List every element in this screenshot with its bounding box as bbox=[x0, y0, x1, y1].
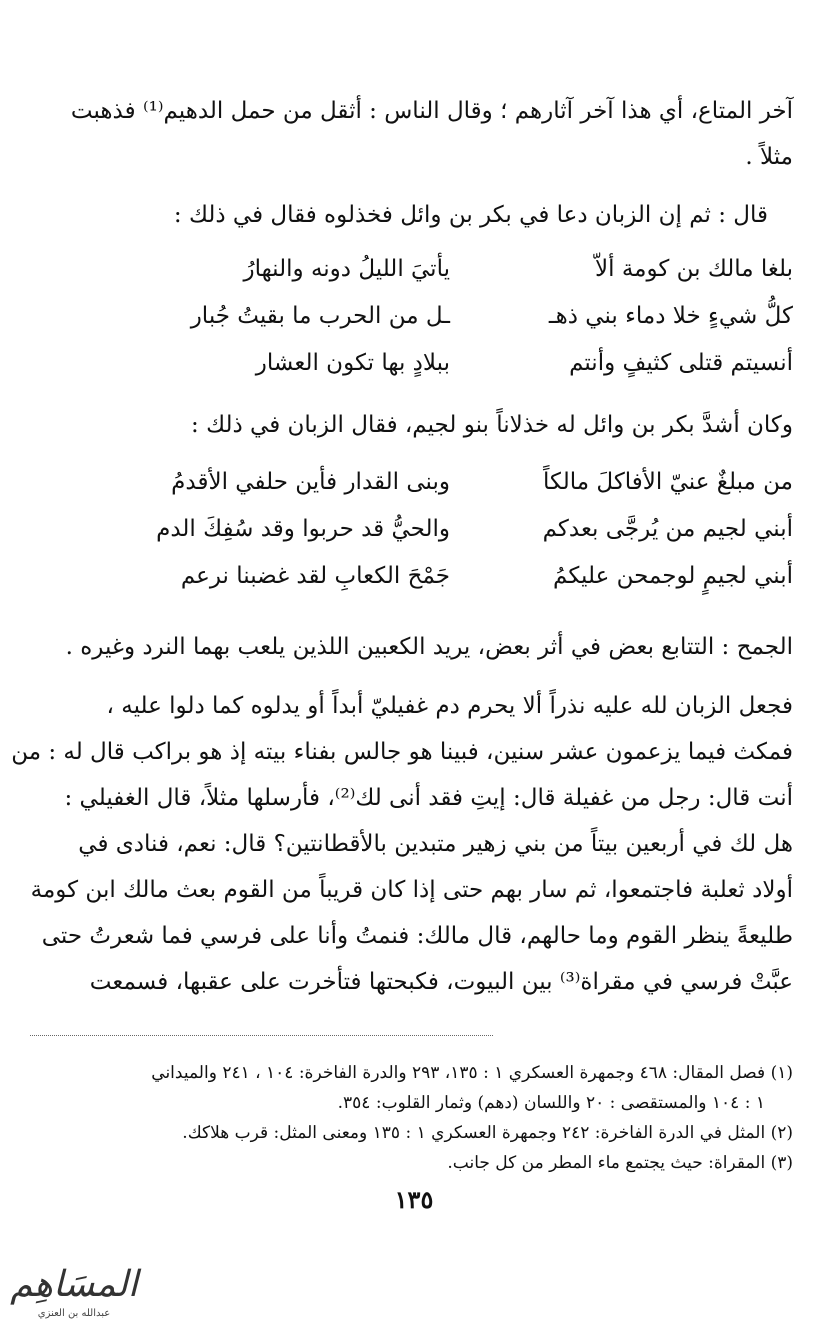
narrative-paragraph bbox=[11, 683, 793, 1005]
text-line: أنت قال: رجل من غفيلة قال: إيتِ فقد أنى لك⁽²⁾، فأرسلها مثلاً، قال الغفيلي : bbox=[64, 785, 793, 811]
verse-line bbox=[110, 505, 793, 552]
poem1-intro bbox=[118, 192, 768, 238]
page-number: ١٣٥ bbox=[394, 1185, 434, 1214]
stamp-caption: عبدالله بن العنزي bbox=[37, 1308, 111, 1319]
verse-first-hemistich: أبني لجيم من يُرجَّى بعدكم bbox=[542, 515, 793, 542]
verse-line bbox=[110, 245, 793, 292]
text-line: وكان أشدَّ بكر بن وائل له خذلاناً بنو لجيم، فقال الزبان في ذلك : bbox=[191, 412, 793, 438]
verse-first-hemistich: كلُّ شيءٍ خلا دماء بني ذهـ bbox=[548, 302, 793, 329]
text-line: آخر المتاع، أي هذا آخر آثارهم ؛ وقال الناس : أثقل من حمل الدهيم⁽¹⁾ فذهبت bbox=[70, 98, 793, 124]
verse-first-hemistich: من مبلغٌ عنيّ الأفاكلَ مالكاً bbox=[543, 468, 793, 495]
poem2-intro bbox=[118, 402, 793, 448]
text-line: فجعل الزبان لله عليه نذراً ألا يحرم دم غفيليّ أبداً أو يدلوه كما دلوا عليه ، bbox=[106, 693, 793, 719]
verse-second-hemistich: وبنى القدار فأين حلفي الأقدمُ bbox=[171, 468, 450, 495]
text-line: قال : ثم إن الزبان دعا في بكر بن وائل فخذلوه فقال في ذلك : bbox=[173, 202, 768, 228]
stamp-calligraphy: المسَاهِم bbox=[10, 1264, 138, 1305]
verse-second-hemistich: يأتيَ الليلُ دونه والنهارُ bbox=[243, 255, 450, 282]
verse-second-hemistich: ـل من الحرب ما بقيتُ جُبار bbox=[190, 302, 450, 329]
opening-paragraph bbox=[70, 88, 793, 180]
verse-first-hemistich: بلغا مالك بن كومة ألاّ bbox=[595, 255, 793, 282]
text-line: مثلاً . bbox=[745, 144, 793, 170]
text-line: الجمح : التتابع بعض في أثر بعض، يريد الكعبين اللذين يلعب بهما النرد وغيره . bbox=[65, 634, 793, 660]
footnote-line: (١) فصل المقال: ٤٦٨ وجمهرة العسكري ١ : ١٣٥، ٢٩٣ والدرة الفاخرة: ١٠٤ ، ٢٤١ والميداني bbox=[151, 1063, 793, 1083]
text-line: طليعةً ينظر القوم وما حالهم، قال مالك: فنمتُ وأنا على فرسي فما شعرتُ حتى bbox=[41, 923, 793, 949]
verse-first-hemistich: أبني لجيمٍ لوجمحن عليكمُ bbox=[553, 562, 793, 589]
verse-second-hemistich: والحيُّ قد حربوا وقد سُفِكَ الدم bbox=[156, 515, 450, 542]
text-line: أولاد ثعلبة فاجتمعوا، ثم سار بهم حتى إذا كان قريباً من القوم بعث مالك ابن كومة bbox=[30, 877, 793, 903]
text-line: عبَّتْ فرسي في مقراة⁽³⁾ بين البيوت، فكبحتها فتأخرت على عقبها، فسمعت bbox=[89, 969, 793, 995]
footnote-line: (٣) المقراة: حيث يجتمع ماء المطر من كل جانب. bbox=[447, 1153, 793, 1173]
gloss-paragraph bbox=[65, 624, 793, 670]
footnotes bbox=[30, 1058, 793, 1178]
footnote-line: ١ : ١٠٤ والمستقصى : ٢٠ واللسان (دهم) وثمار القلوب: ٣٥٤. bbox=[337, 1093, 765, 1113]
verse-line bbox=[110, 292, 793, 339]
verse-first-hemistich: أنسيتم قتلى كثيفٍ وأنتم bbox=[569, 349, 793, 376]
text-line: فمكث فيما يزعمون عشر سنين، فبينا هو جالس بفناء بيته إذ هو براكب قال له : من bbox=[11, 739, 793, 765]
footnote-line: (٢) المثل في الدرة الفاخرة: ٢٤٢ وجمهرة العسكري ١ : ١٣٥ ومعنى المثل: قرب هلاكك. bbox=[182, 1123, 793, 1143]
poem-1 bbox=[110, 245, 793, 386]
poem-2 bbox=[110, 458, 793, 599]
verse-line bbox=[110, 552, 793, 599]
watermark-stamp bbox=[8, 1262, 140, 1334]
verse-second-hemistich: ببلادٍ بها تكون العشار bbox=[255, 349, 450, 376]
verse-line bbox=[110, 458, 793, 505]
verse-line bbox=[110, 339, 793, 386]
footnote-separator bbox=[30, 1035, 493, 1036]
verse-second-hemistich: جَمْحَ الكعابِ لقد غضبنا نرعم bbox=[180, 562, 450, 589]
text-line: هل لك في أربعين بيتاً من بني زهير متبدين بالأقطانتين؟ قال: نعم، فنادى في bbox=[78, 831, 793, 857]
